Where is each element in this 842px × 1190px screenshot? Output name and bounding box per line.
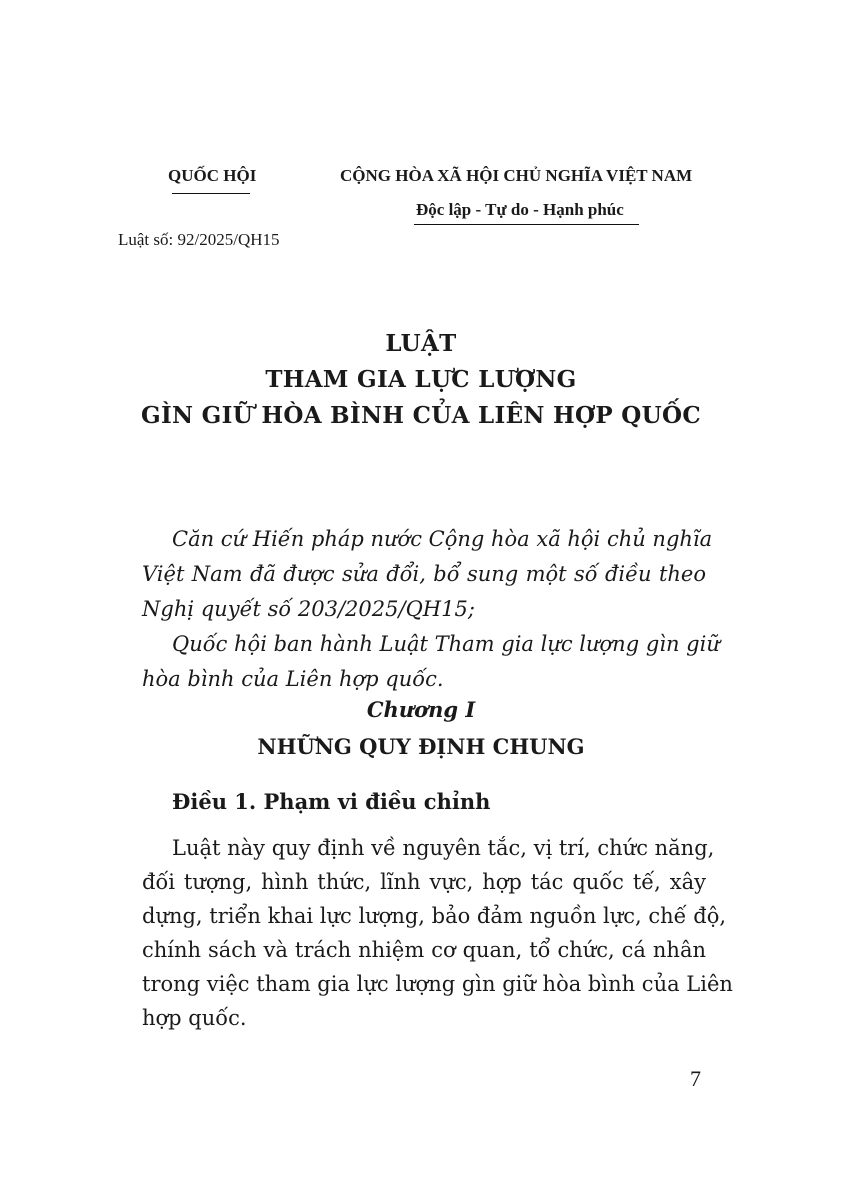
page-number: 7 (690, 1066, 701, 1091)
article-line: dựng, triển khai lực lượng, bảo đảm nguồn lực, chế độ, (142, 904, 727, 928)
article-line: trong việc tham gia lực lượng gìn giữ hòa bình của Liên (142, 972, 733, 996)
article-line: đối tượng, hình thức, lĩnh vực, hợp tác quốc tế, xây (142, 870, 706, 894)
issuer-underline (172, 193, 250, 194)
preamble-line: hòa bình của Liên hợp quốc. (142, 667, 444, 691)
document-type: LUẬT (385, 330, 457, 357)
article-heading: Điều 1. Phạm vi điều chỉnh (172, 789, 491, 814)
chapter-label: Chương I (366, 697, 476, 722)
article-line: chính sách và trách nhiệm cơ quan, tổ chức, cá nhân (142, 938, 706, 962)
preamble-line: Căn cứ Hiến pháp nước Cộng hòa xã hội chủ nghĩa (172, 527, 713, 551)
preamble-line: Quốc hội ban hành Luật Tham gia lực lượng gìn giữ (172, 632, 720, 656)
article-line: Luật này quy định về nguyên tắc, vị trí, chức năng, (172, 836, 715, 860)
law-title-line-2: GÌN GIỮ HÒA BÌNH CỦA LIÊN HỢP QUỐC (141, 402, 701, 429)
chapter-title: NHỮNG QUY ĐỊNH CHUNG (257, 734, 585, 759)
country-name: CỘNG HÒA XÃ HỘI CHỦ NGHĨA VIỆT NAM (340, 166, 693, 185)
preamble-line: Việt Nam đã được sửa đổi, bổ sung một số điều theo (142, 562, 706, 586)
law-number: Luật số: 92/2025/QH15 (118, 230, 280, 249)
issuer: QUỐC HỘI (168, 166, 257, 185)
preamble-line: Nghị quyết số 203/2025/QH15; (142, 597, 475, 621)
law-title-line-1: THAM GIA LỰC LƯỢNG (265, 366, 577, 393)
motto: Độc lập - Tự do - Hạnh phúc (416, 200, 624, 219)
article-line: hợp quốc. (142, 1006, 247, 1030)
motto-underline (414, 224, 639, 225)
